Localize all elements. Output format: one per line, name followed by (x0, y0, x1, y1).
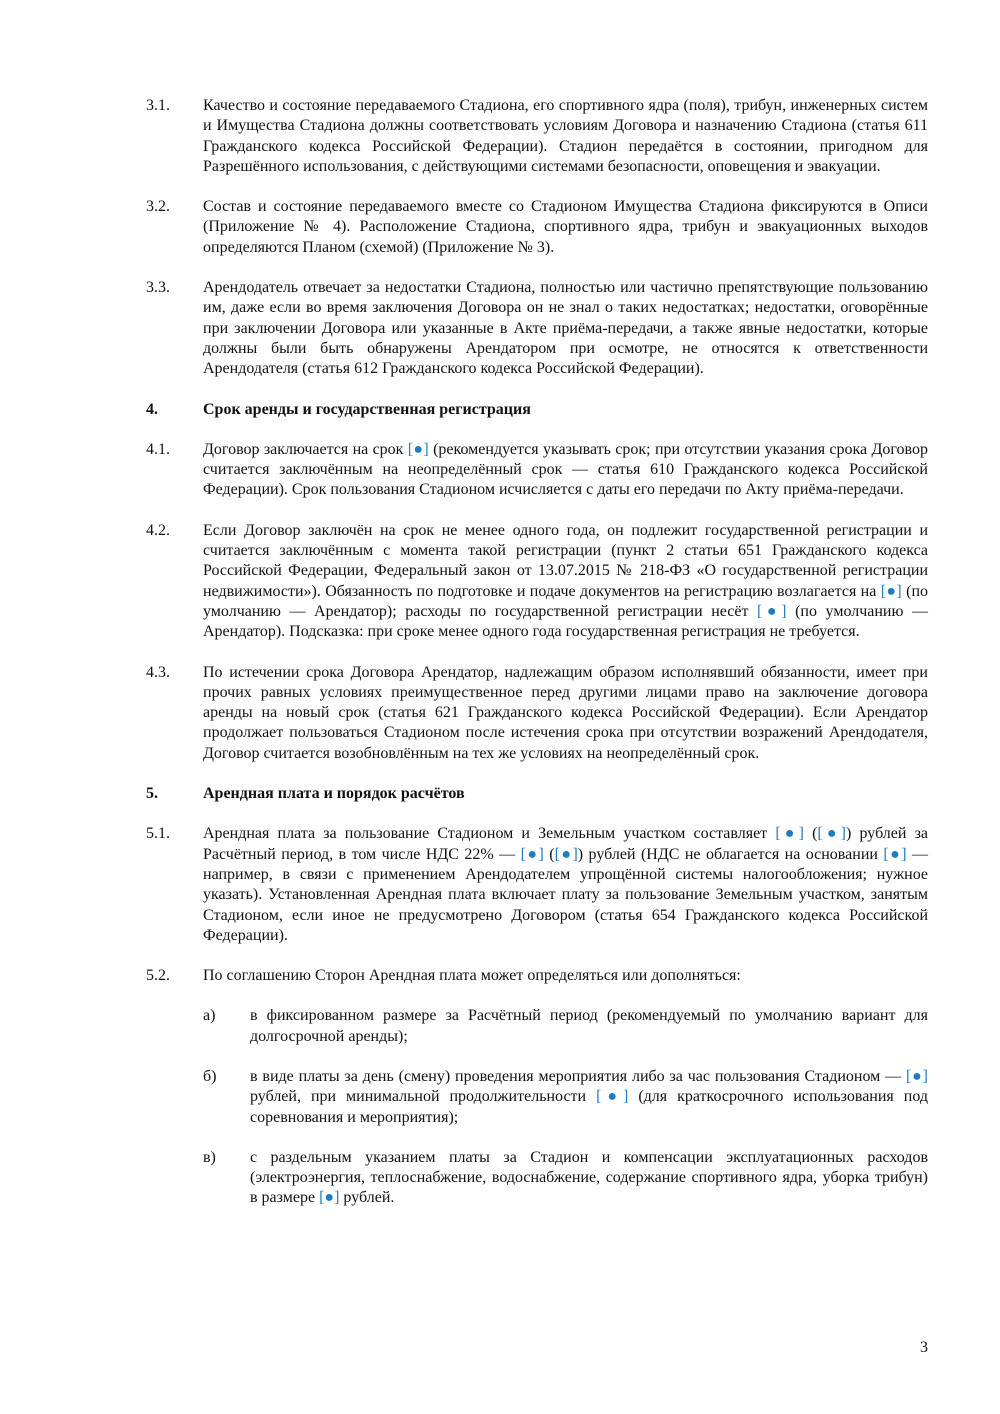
text-fragment: (для краткосрочного использования под соревнования и мероприятия); (250, 1088, 928, 1126)
clause-3-3 (146, 278, 928, 379)
clause-4-3 (146, 663, 928, 764)
clause-3-1 (146, 96, 928, 177)
subclause-text (250, 1067, 928, 1128)
text-fragment: ) рублей за Расчётный период, в том числе НДС 22% — (203, 825, 929, 863)
text-fragment: (по умолчанию — Арендатор); расходы по государственной регистрации несёт (203, 582, 929, 620)
placeholder-field[interactable]: [●] (883, 845, 907, 863)
placeholder-field[interactable]: [●] (757, 602, 787, 620)
clause-5-2 (146, 966, 928, 986)
placeholder-field[interactable]: [●] (596, 1088, 629, 1106)
placeholder-field[interactable]: [●] (817, 825, 847, 843)
clause-number: 3.1. (146, 97, 170, 114)
section-number: 5. (146, 785, 158, 803)
text-fragment: — например, в связи с применением Арендодателем упрощённой системы налогообложения; нужное указать). Установленная Арендная плата включает плату за пользование Земельным участком, занятым Стадионом, если иное не предусмотрено Договором (статья 654 Гражданского кодекса Российской Федерации). (203, 845, 929, 944)
subclause-text (250, 1148, 928, 1209)
placeholder-field[interactable]: [●] (520, 845, 544, 863)
clause-number: 5.2. (146, 967, 170, 985)
placeholder-field[interactable]: [●] (775, 825, 804, 843)
page-content (146, 96, 928, 1209)
text-fragment: в виде платы за день (смену) проведения мероприятия либо за час пользования Стадионом — (250, 1067, 906, 1085)
clause-text: По соглашению Сторон Арендная плата может определяться или дополняться: (203, 967, 741, 985)
clause-text (203, 521, 928, 643)
clause-number: 5.1. (146, 825, 170, 843)
subclause-a (203, 1006, 928, 1047)
clause-number: 4.1. (146, 440, 170, 458)
clause-4-1 (146, 440, 928, 501)
clause-number: 3.2. (146, 198, 170, 216)
placeholder-field[interactable]: [●] (554, 845, 578, 863)
clause-text: Качество и состояние передаваемого Стадиона, его спортивного ядра (поля), трибун, инженерных систем и Имущества Стадиона должны соответствовать условиям Договора и назначению Стадиона (статья 611 Гражданского кодекса Российской Федерации). Стадион передаётся в состоянии, пригодном для Разрешённого использования, с действующими системами безопасности, оповещения и эвакуации. (203, 97, 928, 175)
section-title: Срок аренды и государственная регистрация (203, 400, 531, 418)
clause-number: 3.3. (146, 279, 170, 297)
text-fragment: (рекомендуется указывать срок; при отсутствии указания срока Договор считается заключённым на неопределённый срок — статья 610 Гражданского кодекса Российской Федерации). Срок пользования Стадионом исчисляется с даты его передачи по Акту приёма-передачи. (203, 440, 928, 499)
text-fragment: ( (543, 845, 555, 863)
section-5-heading (146, 784, 928, 804)
placeholder-field[interactable]: [●] (319, 1189, 340, 1207)
text-fragment: с раздельным указанием платы за Стадион и компенсации эксплуатационных расходов (электроэнергия, теплоснабжение, водоснабжение, содержание спортивного ядра, уборка трибун) в размере (250, 1148, 928, 1207)
clause-text: По истечении срока Договора Арендатор, надлежащим образом исполнявший обязанности, имеет при прочих равных условиях преимущественное перед другими лицами право на заключение договора аренды на новый срок (статья 621 Гражданского кодекса Российской Федерации). Если Арендатор продолжает пользоваться Стадионом после истечения срока при отсутствии возражений Арендодателя, Договор считается возобновлённым на тех же условиях на неопределённый срок. (203, 663, 928, 762)
clause-3-2 (146, 197, 928, 258)
section-title: Арендная плата и порядок расчётов (203, 785, 465, 803)
text-fragment: (по умолчанию — Арендатор). Подсказка: при сроке менее одного года государственная регистрация не требуется. (203, 602, 929, 641)
subclause-v (203, 1148, 928, 1209)
text-fragment: рублей, при минимальной продолжительности (250, 1088, 597, 1106)
placeholder-field[interactable]: [●] (905, 1067, 928, 1085)
clause-text (203, 824, 928, 946)
subclause-letter: а) (203, 1007, 216, 1025)
text-fragment: рублей. (339, 1189, 395, 1207)
section-number: 4. (146, 400, 158, 418)
clause-text: Арендодатель отвечает за недостатки Стадиона, полностью или частично препятствующие пользованию им, даже если во время заключения Договора он не знал о таких недостатках; недостатки, оговорённые при заключении Договора или указанные в Акте приёма-передачи, а также явные недостатки, которые должны были быть обнаружены Арендатором при осмотре, не относятся к ответственности Арендодателя (статья 612 Гражданского кодекса Российской Федерации). (203, 279, 928, 378)
clause-text: Состав и состояние передаваемого вместе со Стадионом Имущества Стадиона фиксируются в Описи (Приложение № 4). Расположение Стадиона, спортивного ядра, трибун и эвакуационных выходов определяются Планом (схемой) (Приложение № 3). (203, 198, 928, 256)
clause-4-2 (146, 521, 928, 643)
text-fragment: Арендная плата за пользование Стадионом и Земельным участком составляет (203, 825, 776, 843)
text-fragment: ) рублей (НДС не облагается на основании (577, 845, 884, 863)
text-fragment: ( (803, 825, 818, 843)
subclause-letter: в) (203, 1148, 216, 1166)
subclause-text: в фиксированном размере за Расчётный период (рекомендуемый по умолчанию вариант для долгосрочной аренды); (250, 1007, 928, 1045)
placeholder-field[interactable]: [●] (880, 582, 902, 600)
clause-number: 4.3. (146, 663, 170, 681)
clause-number: 4.2. (146, 521, 170, 539)
page-number: 3 (920, 1339, 928, 1356)
placeholder-field[interactable]: [●] (407, 440, 429, 458)
clause-5-1 (146, 824, 928, 946)
text-fragment: Договор заключается на срок (203, 440, 408, 458)
subclause-letter: б) (203, 1067, 217, 1085)
clause-text (203, 440, 928, 501)
subclause-b (203, 1067, 928, 1128)
section-4-heading (146, 400, 928, 420)
text-fragment: Если Договор заключён на срок не менее одного года, он подлежит государственной регистрации и считается заключённым с момента такой регистрации (пункт 2 статьи 651 Гражданского кодекса Российской Федерации, Федеральный закон от 13.07.2015 № 218-ФЗ «О государственной регистрации недвижимости»). Обязанность по подготовке и подаче документов на регистрацию возлагается на (203, 521, 928, 600)
